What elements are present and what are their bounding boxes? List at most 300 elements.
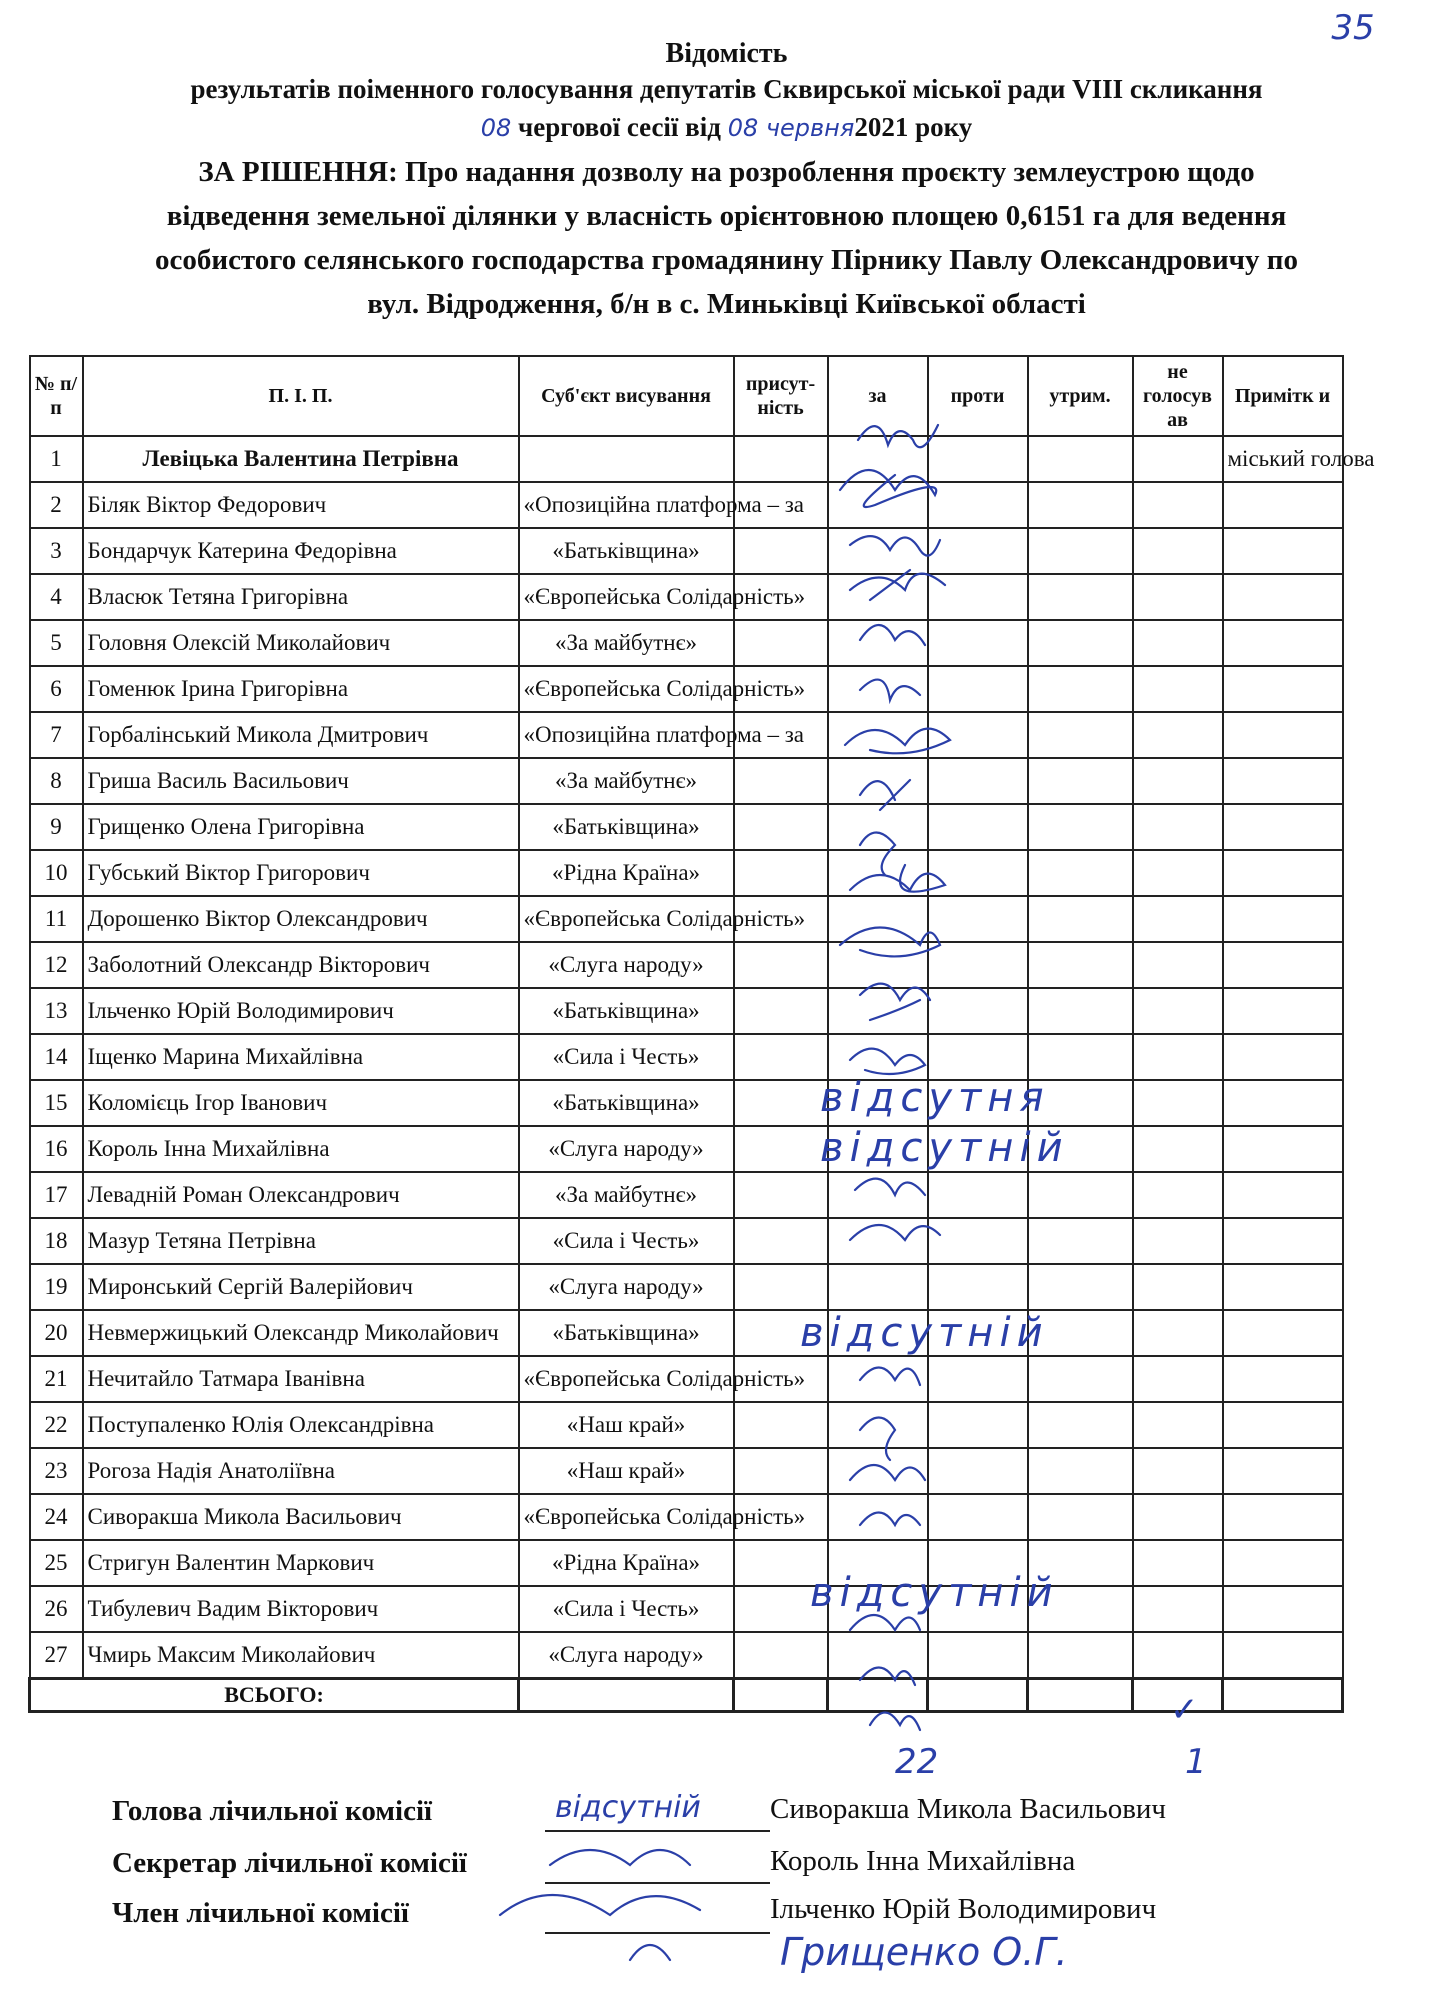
against-cell — [928, 1034, 1028, 1080]
for-cell — [828, 712, 928, 758]
abstain-cell — [1028, 666, 1133, 712]
document-subtitle: результатів поіменного голосування депутатів Сквирської міської ради VIII скликання — [190, 74, 1263, 104]
party-cell: «Європейська Солідарність» — [519, 1356, 734, 1402]
name-cell: Грищенко Олена Григорівна — [83, 804, 519, 850]
party-cell: «Сила і Честь» — [519, 1586, 734, 1632]
num-cell: 8 — [30, 758, 83, 804]
session-text-b: 2021 року — [854, 112, 973, 142]
header-against: проти — [928, 356, 1028, 436]
name-cell: Левіцька Валентина Петрівна — [83, 436, 519, 482]
not-voted-cell — [1133, 574, 1223, 620]
present-cell — [734, 1448, 828, 1494]
for-cell — [828, 1126, 928, 1172]
party-cell: «Опозиційна платформа – за — [519, 712, 734, 758]
for-cell — [828, 942, 928, 988]
party-cell: «Опозиційна платформа – за — [519, 482, 734, 528]
num-cell: 23 — [30, 1448, 83, 1494]
table-row — [30, 1172, 1343, 1218]
party-cell: «Батьківщина» — [519, 804, 734, 850]
num-cell: 9 — [30, 804, 83, 850]
for-cell — [828, 666, 928, 712]
table-row — [30, 942, 1343, 988]
note-cell — [1223, 574, 1343, 620]
for-cell — [828, 620, 928, 666]
against-cell — [928, 436, 1028, 482]
table-row — [30, 482, 1343, 528]
for-cell — [828, 1310, 928, 1356]
party-cell: «Слуга народу» — [519, 1264, 734, 1310]
signature-mark — [500, 1895, 700, 1915]
for-cell — [828, 1494, 928, 1540]
not-voted-cell — [1133, 942, 1223, 988]
header-name: П. І. П. — [83, 356, 519, 436]
note-cell — [1223, 896, 1343, 942]
num-cell: 3 — [30, 528, 83, 574]
num-cell: 11 — [30, 896, 83, 942]
not-voted-cell — [1133, 712, 1223, 758]
total-cell — [734, 1679, 828, 1712]
party-cell: «Сила і Честь» — [519, 1034, 734, 1080]
against-cell — [928, 850, 1028, 896]
abstain-cell — [1028, 804, 1133, 850]
against-cell — [928, 758, 1028, 804]
num-cell: 17 — [30, 1172, 83, 1218]
num-cell: 7 — [30, 712, 83, 758]
against-cell — [928, 1218, 1028, 1264]
member-label: Член лічильної комісії — [112, 1897, 409, 1929]
not-voted-cell — [1133, 1356, 1223, 1402]
num-cell: 10 — [30, 850, 83, 896]
abstain-cell — [1028, 1494, 1133, 1540]
not-voted-cell — [1133, 1218, 1223, 1264]
table-row — [30, 758, 1343, 804]
against-cell — [928, 620, 1028, 666]
against-cell — [928, 804, 1028, 850]
not-voted-cell — [1133, 1632, 1223, 1679]
table-row — [30, 712, 1343, 758]
table-row — [30, 1632, 1343, 1679]
abstain-cell — [1028, 1218, 1133, 1264]
present-cell — [734, 1310, 828, 1356]
for-cell — [828, 804, 928, 850]
table-row — [30, 1126, 1343, 1172]
signature-mark — [870, 1713, 920, 1731]
table-row — [30, 1356, 1343, 1402]
table-row — [30, 1494, 1343, 1540]
party-cell: «Батьківщина» — [519, 988, 734, 1034]
for-cell — [828, 1356, 928, 1402]
table-row — [30, 804, 1343, 850]
party-cell: «Європейська Солідарність» — [519, 574, 734, 620]
not-voted-cell — [1133, 850, 1223, 896]
for-cell — [828, 1264, 928, 1310]
party-cell — [519, 436, 734, 482]
for-cell — [828, 436, 928, 482]
party-cell: «Батьківщина» — [519, 1080, 734, 1126]
against-cell — [928, 1494, 1028, 1540]
num-cell: 14 — [30, 1034, 83, 1080]
table-row — [30, 1310, 1343, 1356]
for-cell — [828, 758, 928, 804]
header-not-voted: не голосув ав — [1133, 356, 1223, 436]
total-cell — [928, 1679, 1028, 1712]
against-cell — [928, 712, 1028, 758]
absent-mark: відсутній — [800, 1310, 1049, 1356]
name-cell: Власюк Тетяна Григорівна — [83, 574, 519, 620]
abstain-cell — [1028, 1448, 1133, 1494]
abstain-cell — [1028, 896, 1133, 942]
not-voted-cell — [1133, 1264, 1223, 1310]
not-voted-cell — [1133, 1448, 1223, 1494]
not-voted-cell — [1133, 1126, 1223, 1172]
num-cell: 20 — [30, 1310, 83, 1356]
note-cell — [1223, 482, 1343, 528]
present-cell — [734, 1264, 828, 1310]
num-cell: 27 — [30, 1632, 83, 1679]
header-note: Примітк и — [1223, 356, 1343, 436]
num-cell: 2 — [30, 482, 83, 528]
total-for-handwritten: 22 — [895, 1742, 939, 1782]
name-cell: Рогоза Надія Анатоліївна — [83, 1448, 519, 1494]
table-row — [30, 896, 1343, 942]
name-cell: Коломієць Ігор Іванович — [83, 1080, 519, 1126]
table-row — [30, 1264, 1343, 1310]
party-cell: «За майбутнє» — [519, 1172, 734, 1218]
not-voted-cell — [1133, 482, 1223, 528]
note-cell — [1223, 620, 1343, 666]
note-cell — [1223, 528, 1343, 574]
present-cell — [734, 1126, 828, 1172]
not-voted-cell — [1133, 1080, 1223, 1126]
name-cell: Миронський Сергій Валерійович — [83, 1264, 519, 1310]
party-cell: «Європейська Солідарність» — [519, 666, 734, 712]
not-voted-cell — [1133, 436, 1223, 482]
table-row — [30, 850, 1343, 896]
note-cell — [1223, 1080, 1343, 1126]
abstain-cell — [1028, 758, 1133, 804]
against-cell — [928, 1310, 1028, 1356]
note-cell — [1223, 1586, 1343, 1632]
for-cell — [828, 482, 928, 528]
present-cell — [734, 1080, 828, 1126]
party-cell: «Слуга народу» — [519, 1126, 734, 1172]
abstain-cell — [1028, 1080, 1133, 1126]
note-cell — [1223, 988, 1343, 1034]
not-voted-checkmark: ✓ — [1170, 1690, 1199, 1730]
num-cell: 15 — [30, 1080, 83, 1126]
present-cell — [734, 1402, 828, 1448]
name-cell: Гриша Василь Васильович — [83, 758, 519, 804]
header-present: присут-ність — [734, 356, 828, 436]
session-text-a: чергової сесії від — [518, 112, 721, 142]
header-abstain: утрим. — [1028, 356, 1133, 436]
party-cell: «Європейська Солідарність» — [519, 896, 734, 942]
num-cell: 16 — [30, 1126, 83, 1172]
present-cell — [734, 1172, 828, 1218]
not-voted-cell — [1133, 1586, 1223, 1632]
secretary-name: Король Інна Михайлівна — [770, 1845, 1076, 1877]
total-label: ВСЬОГО: — [30, 1679, 519, 1712]
for-cell — [828, 896, 928, 942]
table-row — [30, 1218, 1343, 1264]
present-cell — [734, 528, 828, 574]
chair-name: Сиворакша Микола Васильович — [770, 1793, 1167, 1825]
num-cell: 6 — [30, 666, 83, 712]
for-cell — [828, 1080, 928, 1126]
present-cell — [734, 850, 828, 896]
abstain-cell — [1028, 850, 1133, 896]
against-cell — [928, 1586, 1028, 1632]
name-cell: Головня Олексій Миколайович — [83, 620, 519, 666]
abstain-cell — [1028, 1264, 1133, 1310]
party-cell: «Європейська Солідарність» — [519, 1494, 734, 1540]
table-row — [30, 1448, 1343, 1494]
party-cell: «Сила і Честь» — [519, 1218, 734, 1264]
absent-mark: відсутня — [820, 1075, 1050, 1121]
note-cell — [1223, 1632, 1343, 1679]
party-cell: «Слуга народу» — [519, 1632, 734, 1679]
present-cell — [734, 1218, 828, 1264]
table-row — [30, 666, 1343, 712]
against-cell — [928, 896, 1028, 942]
header-num: № п/п — [30, 356, 83, 436]
num-cell: 13 — [30, 988, 83, 1034]
name-cell: Заболотний Олександр Вікторович — [83, 942, 519, 988]
name-cell: Гоменюк Ірина Григорівна — [83, 666, 519, 712]
name-cell: Стригун Валентин Маркович — [83, 1540, 519, 1586]
total-cell — [1223, 1679, 1343, 1712]
not-voted-cell — [1133, 1540, 1223, 1586]
chair-signature: відсутній — [555, 1790, 701, 1825]
name-cell: Губський Віктор Григорович — [83, 850, 519, 896]
table-row — [30, 1402, 1343, 1448]
abstain-cell — [1028, 1540, 1133, 1586]
for-cell — [828, 528, 928, 574]
voting-table — [28, 355, 1375, 1713]
present-cell — [734, 620, 828, 666]
decision-line: ЗА РІШЕННЯ: Про надання дозволу на розроблення проєкту землеустрою щодо — [198, 156, 1255, 188]
for-cell — [828, 1218, 928, 1264]
not-voted-cell — [1133, 1494, 1223, 1540]
present-cell — [734, 804, 828, 850]
note-cell — [1223, 1034, 1343, 1080]
note-cell — [1223, 1356, 1343, 1402]
table-row — [30, 574, 1343, 620]
against-cell — [928, 942, 1028, 988]
member-name: Ільченко Юрій Володимирович — [770, 1893, 1157, 1925]
abstain-cell — [1028, 436, 1133, 482]
for-cell — [828, 1632, 928, 1679]
num-cell: 21 — [30, 1356, 83, 1402]
against-cell — [928, 666, 1028, 712]
abstain-cell — [1028, 1172, 1133, 1218]
for-cell — [828, 574, 928, 620]
absent-mark: відсутній — [820, 1125, 1069, 1171]
num-cell: 24 — [30, 1494, 83, 1540]
extra-signature: Грищенко О.Г. — [780, 1930, 1068, 1974]
not-voted-cell — [1133, 1034, 1223, 1080]
signature-line — [545, 1932, 770, 1934]
against-cell — [928, 1448, 1028, 1494]
not-voted-cell — [1133, 804, 1223, 850]
abstain-cell — [1028, 574, 1133, 620]
name-cell: Іщенко Марина Михайлівна — [83, 1034, 519, 1080]
total-cell — [519, 1679, 734, 1712]
abstain-cell — [1028, 1586, 1133, 1632]
abstain-cell — [1028, 528, 1133, 574]
total-row — [30, 1679, 1343, 1712]
num-cell: 5 — [30, 620, 83, 666]
for-cell — [828, 850, 928, 896]
abstain-cell — [1028, 712, 1133, 758]
note-cell — [1223, 1264, 1343, 1310]
num-cell: 18 — [30, 1218, 83, 1264]
party-cell: «Рідна Країна» — [519, 1540, 734, 1586]
table-header-row — [30, 356, 1343, 436]
header-for: за — [828, 356, 928, 436]
signature-line — [545, 1882, 770, 1884]
total-cell — [1028, 1679, 1133, 1712]
not-voted-cell — [1133, 1172, 1223, 1218]
name-cell: Поступаленко Юлія Олександрівна — [83, 1402, 519, 1448]
abstain-cell — [1028, 942, 1133, 988]
against-cell — [928, 574, 1028, 620]
note-cell — [1223, 850, 1343, 896]
party-cell: «Наш край» — [519, 1402, 734, 1448]
name-cell: Нечитайло Татмара Іванівна — [83, 1356, 519, 1402]
not-voted-cell — [1133, 528, 1223, 574]
note-cell — [1223, 804, 1343, 850]
against-cell — [928, 482, 1028, 528]
present-cell — [734, 1540, 828, 1586]
party-cell: «Слуга народу» — [519, 942, 734, 988]
against-cell — [928, 988, 1028, 1034]
table-row — [30, 1586, 1343, 1632]
table-row — [30, 1080, 1343, 1126]
table-row — [30, 988, 1343, 1034]
abstain-cell — [1028, 988, 1133, 1034]
not-voted-cell — [1133, 988, 1223, 1034]
against-cell — [928, 1632, 1028, 1679]
absent-mark: відсутній — [810, 1570, 1059, 1616]
against-cell — [928, 1540, 1028, 1586]
name-cell: Біляк Віктор Федорович — [83, 482, 519, 528]
num-cell: 22 — [30, 1402, 83, 1448]
chair-label: Голова лічильної комісії — [112, 1795, 433, 1827]
note-cell — [1223, 1126, 1343, 1172]
page-number: 35 — [1331, 8, 1375, 48]
abstain-cell — [1028, 1356, 1133, 1402]
party-cell: «За майбутнє» — [519, 758, 734, 804]
note-cell — [1223, 942, 1343, 988]
note-cell — [1223, 1494, 1343, 1540]
against-cell — [928, 1402, 1028, 1448]
abstain-cell — [1028, 1632, 1133, 1679]
abstain-cell — [1028, 620, 1133, 666]
decision-line: вул. Відродження, б/н в с. Миньківці Київської області — [367, 288, 1086, 320]
session-number-handwritten: 08 — [480, 114, 512, 142]
note-cell — [1223, 712, 1343, 758]
present-cell — [734, 758, 828, 804]
for-cell — [828, 988, 928, 1034]
abstain-cell — [1028, 1126, 1133, 1172]
note-cell — [1223, 758, 1343, 804]
against-cell — [928, 1356, 1028, 1402]
abstain-cell — [1028, 1034, 1133, 1080]
present-cell — [734, 1586, 828, 1632]
against-cell — [928, 1126, 1028, 1172]
for-cell — [828, 1586, 928, 1632]
party-cell: «Рідна Країна» — [519, 850, 734, 896]
name-cell: Невмержицький Олександр Миколайович — [83, 1310, 519, 1356]
not-voted-cell — [1133, 666, 1223, 712]
header-party: Суб'єкт висування — [519, 356, 734, 436]
present-cell — [734, 942, 828, 988]
table-row — [30, 528, 1343, 574]
against-cell — [928, 1172, 1028, 1218]
signature-mark — [630, 1945, 670, 1960]
num-cell: 1 — [30, 436, 83, 482]
name-cell: Тибулевич Вадим Вікторович — [83, 1586, 519, 1632]
party-cell: «Батьківщина» — [519, 528, 734, 574]
name-cell: Ільченко Юрій Володимирович — [83, 988, 519, 1034]
present-cell — [734, 1034, 828, 1080]
party-cell: «Наш край» — [519, 1448, 734, 1494]
present-cell — [734, 988, 828, 1034]
note-cell — [1223, 1540, 1343, 1586]
name-cell: Король Інна Михайлівна — [83, 1126, 519, 1172]
for-cell — [828, 1172, 928, 1218]
not-voted-cell — [1133, 1310, 1223, 1356]
against-cell — [928, 1080, 1028, 1126]
decision-line: відведення земельної ділянки у власність орієнтовною площею 0,6151 га для ведення — [166, 200, 1287, 232]
name-cell: Левадній Роман Олександрович — [83, 1172, 519, 1218]
session-date-handwritten: 08 червня — [727, 114, 855, 142]
signature-line — [545, 1830, 770, 1832]
for-cell — [828, 1448, 928, 1494]
against-cell — [928, 1264, 1028, 1310]
table-row — [30, 436, 1343, 482]
abstain-cell — [1028, 1310, 1133, 1356]
note-cell — [1223, 1310, 1343, 1356]
document-title: Відомість — [665, 38, 788, 69]
num-cell: 26 — [30, 1586, 83, 1632]
table-row — [30, 620, 1343, 666]
table-row — [30, 1034, 1343, 1080]
signature-mark — [550, 1850, 690, 1865]
not-voted-cell — [1133, 758, 1223, 804]
name-cell: Чмирь Максим Миколайович — [83, 1632, 519, 1679]
note-cell: міський голова — [1223, 436, 1343, 482]
present-cell — [734, 436, 828, 482]
name-cell: Мазур Тетяна Петрівна — [83, 1218, 519, 1264]
name-cell: Горбалінський Микола Дмитрович — [83, 712, 519, 758]
decision-title — [70, 150, 1383, 326]
name-cell: Дорошенко Віктор Олександрович — [83, 896, 519, 942]
num-cell: 4 — [30, 574, 83, 620]
not-voted-cell — [1133, 620, 1223, 666]
for-cell — [828, 1034, 928, 1080]
total-not-voted-handwritten: 1 — [1185, 1742, 1207, 1782]
num-cell: 19 — [30, 1264, 83, 1310]
name-cell: Сиворакша Микола Васильович — [83, 1494, 519, 1540]
abstain-cell — [1028, 482, 1133, 528]
party-cell: «Батьківщина» — [519, 1310, 734, 1356]
party-cell: «За майбутнє» — [519, 620, 734, 666]
note-cell — [1223, 666, 1343, 712]
note-cell — [1223, 1218, 1343, 1264]
abstain-cell — [1028, 1402, 1133, 1448]
